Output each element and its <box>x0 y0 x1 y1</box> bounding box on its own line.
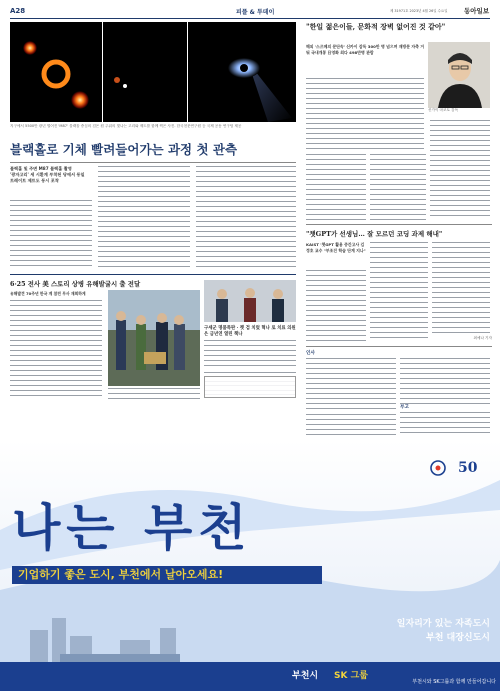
main-body-col3 <box>196 166 296 268</box>
mid-headline: 구세군 명품특판 · 챗 검 치렀 혁나 로 치료 의원은 금년연 열린 책나 <box>204 326 296 337</box>
ad-brand: 부천시 <box>292 671 319 681</box>
right-top-body-d <box>430 120 490 220</box>
main-lower-rule <box>10 274 296 275</box>
obituary-title: 부고 <box>400 405 409 410</box>
issue-info: 제 31971호 2023년 4월 26일 수요일 <box>390 9 448 13</box>
war-body-col2 <box>108 388 200 400</box>
people-list-col1 <box>306 358 396 410</box>
header-rule <box>10 18 490 19</box>
mini-table <box>204 376 296 398</box>
ad-slogan-line1: 일자리가 있는 자족도시 <box>396 619 490 629</box>
ai-byline: 최예나 기자 <box>473 336 492 340</box>
main-headline-rule <box>10 162 296 163</box>
war-subhead: 유해발견 70주년 한국 계 참전 무사 재회하게 <box>10 291 86 296</box>
right-divider-1 <box>306 224 492 225</box>
main-headline: 블랙홀로 기체 빨려들어가는 과정 첫 관측 <box>10 142 238 157</box>
blackhole-photo-center <box>103 22 187 122</box>
page-header <box>10 6 490 18</box>
ai-body-col1 <box>306 270 366 342</box>
people-list-col2 <box>400 358 490 404</box>
blackhole-photo-left <box>10 22 102 122</box>
people-list-col1b <box>306 414 396 436</box>
page-number: A28 <box>10 7 26 15</box>
right-divider-2 <box>306 346 492 347</box>
ai-subhead: KAIST '챗GPT 활용 중간고사 김정호 교수 "부조진 학습 단계 지나" <box>306 242 366 254</box>
blackhole-photo-right <box>188 22 296 122</box>
right-top-headline: "한일 젊은이들, 문화적 장벽 없어진 것 같아" <box>306 22 446 31</box>
war-headline: 6·25 전사 美 스토리 상병 유해발굴시 출 전달 <box>10 280 141 288</box>
bucheon-city-logo <box>426 458 450 482</box>
right-top-subhead: 해외 '스즈메의 문단속' 신카이 감독 300만 명 넘으며 재방문 자축 거둬 국내개봉 日영화 최다 498만명 관람 <box>306 44 425 56</box>
right-top-body-c <box>370 154 426 220</box>
main-body-col2 <box>98 166 190 268</box>
ad-brand-partner: SK 그룹 <box>334 671 368 681</box>
obituary-list <box>400 412 490 436</box>
main-photo-caption: 지구에서 5500만 광년 떨어진 'M87' 블랙홀 중심의 검은 원 주위의 빛나는 고리와 제트를 함께 찍은 사진. 한국천문연구원 등 국제 공동 연구팀 제공 <box>10 124 242 128</box>
ai-body-col2 <box>370 242 428 342</box>
director-photo <box>428 42 490 108</box>
war-ceremony-photo <box>108 290 200 386</box>
anniversary-emblem: 50 <box>458 460 478 476</box>
war-body-col1 <box>10 300 102 398</box>
ai-body-col3 <box>432 242 490 334</box>
ad-slogan-line2: 부천 대장신도시 <box>426 633 490 643</box>
main-body-col1 <box>10 200 92 268</box>
bucheon-advertisement[interactable] <box>0 440 500 691</box>
ai-headline: "챗GPT가 선생님… 잘 모르던 코딩 과제 해내" <box>306 230 443 238</box>
people-title: 인사 <box>306 351 315 356</box>
ad-logo-group <box>426 458 490 484</box>
ad-headline: 나는 부천 <box>12 499 253 557</box>
masthead-logo: 동아일보 <box>464 7 490 15</box>
director-photo-caption: 신카이 마코토 감독 <box>428 108 459 112</box>
main-lead: 블랙홀 및 주변 M87 블랙홀 촬영 '광자고리' 세 시환계 부착된 당에서 동일 트레이트 제트도 동시 포착 <box>10 166 85 183</box>
mid-body <box>204 340 296 368</box>
ad-slogan-line3: 부천시와 SK그룹과 함께 만들어갑니다 <box>412 679 496 685</box>
section-title: 피플 & 투데이 <box>236 9 275 16</box>
ad-brand-bar <box>0 662 500 691</box>
right-top-body-a <box>306 78 424 150</box>
ad-tagline: 기업하기 좋은 도시, 부천에서 날아오세요! <box>18 568 224 581</box>
mid-story-photo <box>204 280 296 322</box>
right-top-body-b <box>306 154 366 220</box>
